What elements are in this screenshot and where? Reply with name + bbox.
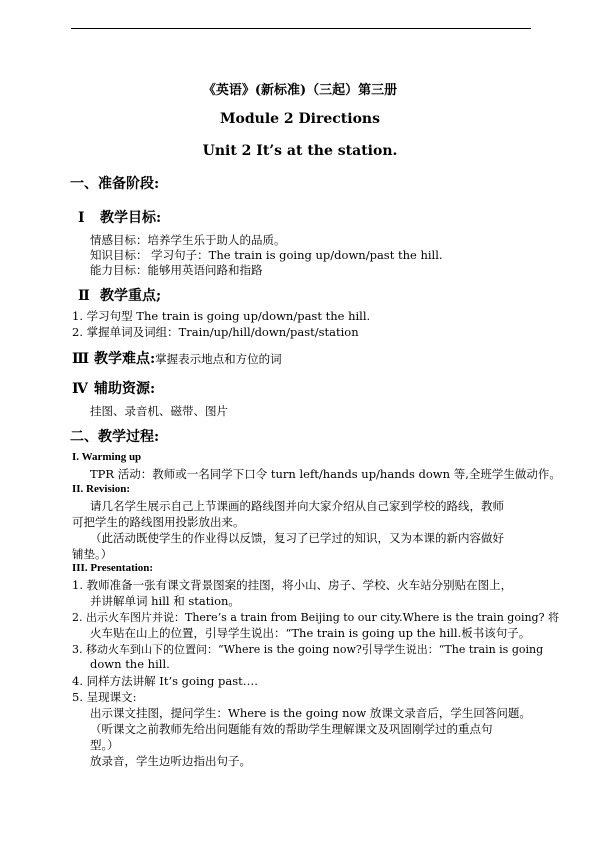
revision-line: 可把学生的路线图用投影放出来。 [72,515,245,529]
presentation-line: 1. 教师准备一张有课文背景图案的挂图，将小山、房子、学校、火车站分别贴在图上， [72,578,513,592]
objective-line: 能力目标：能够用英语问路和指路 [90,263,263,277]
presentation-line: 2. 出示火车图片并说：There’s a train from Beijing to our city.Where is the train going? 将 [72,611,559,624]
objectives-heading [78,207,161,227]
module-title: Module 2 Directions [220,111,380,127]
section1-title: 一、准备阶段: [70,176,160,192]
header-rule [71,28,531,29]
presentation-line: down the hill. [90,657,170,671]
warming-text: TPR 活动：教师或一名同学下口令 turn left/hands up/hands down 等,全班学生做动作。 [90,467,561,481]
presentation-line: 型。） [90,738,119,752]
difficulties-heading [72,348,282,368]
keypoints-numeral: Ⅱ [78,288,90,304]
unit-title: Unit 2 It’s at the station. [202,143,398,159]
objective-line: 知识目标： 学习句子：The train is going up/down/past the hill. [90,248,443,262]
keypoints-heading [78,285,161,305]
presentation-line: 4. 同样方法讲解 It’s going past…. [72,674,258,688]
presentation-line: （听课文之前教师先给出问题能有效的帮助学生理解课文及巩固刚学过的重点句 [90,722,493,736]
revision-heading: II. Revision: [72,483,131,495]
presentation-line: 火车贴在山上的位置，引导学生说出：“The train is going up the hill.板书该句子。 [90,626,531,640]
keypoints-title: 教学重点; [100,288,162,304]
book-title: 《英语》(新标准)（三起）第三册 [202,83,398,98]
difficulties-text: 掌握表示地点和方位的词 [155,352,282,366]
presentation-line: 并讲解单词 hill 和 station。 [90,594,240,608]
objective-line: 情感目标：培养学生乐于助人的品质。 [90,233,286,247]
presentation-line: 放录音，学生边听边指出句子。 [90,754,251,768]
presentation-line: 出示课文挂图，提问学生：Where is the going now 放课文录音后，学生回答问题。 [90,706,531,720]
keypoint-item: 2. 掌握单词及词组：Train/up/hill/down/past/station [72,325,359,339]
section2-title: 二、教学过程: [70,429,160,445]
revision-line: 铺垫。） [72,547,113,561]
difficulties-title: 教学难点: [94,351,156,367]
revision-line: （此活动既使学生的作业得以反馈，复习了已学过的知识，又为本课的新内容做好 [90,531,504,545]
resources-title: 辅助资源: [94,381,156,397]
resources-heading [72,378,155,398]
keypoint-item: 1. 学习句型 The train is going up/down/past the hill. [72,309,371,323]
presentation-line: 5. 呈现课文: [72,690,137,704]
resources-numeral: Ⅳ [72,381,88,397]
presentation-heading: III. Presentation: [72,562,154,574]
difficulties-numeral: Ⅲ [72,351,90,367]
warming-heading: I. Warming up [72,451,142,463]
objectives-numeral: Ⅰ [78,210,85,226]
revision-line: 请几名学生展示自己上节课画的路线图并向大家介绍从自己家到学校的路线，教师 [90,499,504,513]
resources-text: 挂图、录音机、磁带、图片 [90,404,228,418]
presentation-line: 3. 移动火车到山下的位置问：“Where is the going now?引导学生说出：“The train is going [72,643,544,656]
objectives-title: 教学目标: [100,210,162,226]
